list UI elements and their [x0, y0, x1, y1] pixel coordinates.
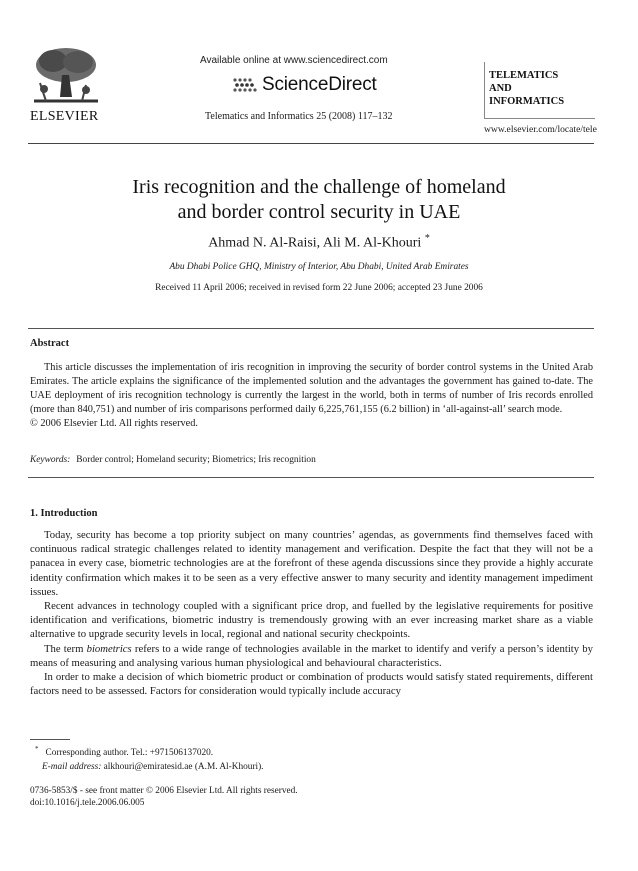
title-line: Iris recognition and the challenge of homeland: [132, 176, 506, 198]
available-online-text: Available online at www.sciencedirect.com: [200, 55, 388, 66]
journal-citation: Telematics and Informatics 25 (2008) 117–132: [205, 111, 393, 122]
issn-line: 0736-5853/$ - see front matter © 2006 Elsevier Ltd. All rights reserved.: [30, 786, 298, 796]
keywords-list: Border control; Homeland security; Biometrics; Iris recognition: [76, 455, 316, 465]
journal-name-line: INFORMATICS: [489, 96, 565, 107]
paragraph-text: The term: [44, 642, 87, 655]
paragraph-text: refers to a wide range of technologies available in the market to identify and verify a person’s identity by means of measuring and analysing various human physiological and behavioural characteristics.: [30, 642, 593, 669]
email-link[interactable]: alkhouri@emiratesid.ae: [103, 762, 193, 773]
journal-name: [489, 69, 564, 108]
received-dates: Received 11 April 2006; received in revised form 22 June 2006; accepted 23 June 2006: [155, 283, 483, 293]
paragraph: [30, 642, 593, 670]
journal-name-line: AND: [489, 83, 512, 94]
footnote-corresponding-text: Corresponding author. Tel.: +971506137020.: [45, 748, 214, 759]
affiliation: Abu Dhabi Police GHQ, Ministry of Interior, Abu Dhabi, United Arab Emirates: [169, 262, 469, 272]
abstract-bottom-divider: [28, 477, 594, 478]
article-title: [40, 175, 598, 225]
authors: [40, 233, 598, 252]
introduction-body: [30, 528, 593, 698]
footnote-divider: [30, 739, 70, 740]
author-names: Ahmad N. Al-Raisi, Ali M. Al-Khouri: [208, 235, 422, 251]
paragraph: Today, security has become a top priority subject on many countries’ agendas, as governments find themselves faced with continuous radical strategic challenges related to identity management and verification. Despite the fact that they will not be a panacea in every case, biometric technologies are at the forefront of these agenda discussions since they provide a highly accurate identity confirmation which makes it to be seen as a very effective answer to many security and identity management impediment issues.: [30, 529, 593, 598]
title-line: and border control security in UAE: [177, 201, 461, 223]
elsevier-tree-icon: [28, 45, 102, 107]
sciencedirect-wordmark: ScienceDirect: [262, 74, 377, 95]
email-label: E-mail address:: [42, 762, 102, 773]
sciencedirect-dots-icon: [232, 76, 258, 96]
footnote-corresponding: [35, 742, 264, 760]
abstract-text: This article discusses the implementation of iris recognition in improving the security of border control systems in the United Arab Emirates. The article explains the significance of the implemented solution and the advantages the government has gained to-date. The UAE deployment of iris recognition technology is currently the largest in the world, both in terms of number of Iris records enrolled (more than 840,751) and number of iris comparisons performed daily 6,225,761,155 (6.2 billion) in ‘all-against-all’ search mode.: [30, 362, 593, 415]
paragraph: Recent advances in technology coupled with a significant price drop, and fuelled by the legislative requirements for positive identification and verifications, biometric industry is tremendously growing with an ever increasing market share as a viable alternative to upgrade security levels in local, regional and national security checkpoints.: [30, 600, 593, 641]
abstract-top-divider: [28, 328, 594, 329]
paragraph: In order to make a decision of which biometric product or combination of products would satisfy stated requirements, different factors need to be assessed. Factors for consideration would typically include accuracy: [30, 671, 593, 698]
header-divider: [28, 143, 594, 144]
abstract-body: [30, 361, 593, 431]
footnote: [35, 742, 264, 774]
journal-name-line: TELEMATICS: [489, 70, 559, 81]
journal-url-link[interactable]: www.elsevier.com/locate/tele: [484, 124, 597, 135]
keywords-label: Keywords:: [30, 455, 71, 465]
sciencedirect-logo[interactable]: [232, 74, 407, 96]
email-owner: (A.M. Al-Khouri).: [194, 762, 264, 773]
keywords: [30, 455, 593, 465]
doi-link[interactable]: doi:10.1016/j.tele.2006.06.005: [30, 798, 145, 808]
term-biometrics: biometrics: [86, 642, 132, 655]
footnote-email: [42, 760, 264, 774]
abstract-heading: Abstract: [30, 338, 70, 349]
elsevier-wordmark: ELSEVIER: [30, 109, 99, 124]
corresponding-author-mark[interactable]: *: [424, 233, 430, 244]
section-heading-introduction: 1. Introduction: [30, 508, 98, 519]
footnote-mark: *: [35, 745, 39, 753]
abstract-copyright: © 2006 Elsevier Ltd. All rights reserved.: [30, 418, 198, 429]
